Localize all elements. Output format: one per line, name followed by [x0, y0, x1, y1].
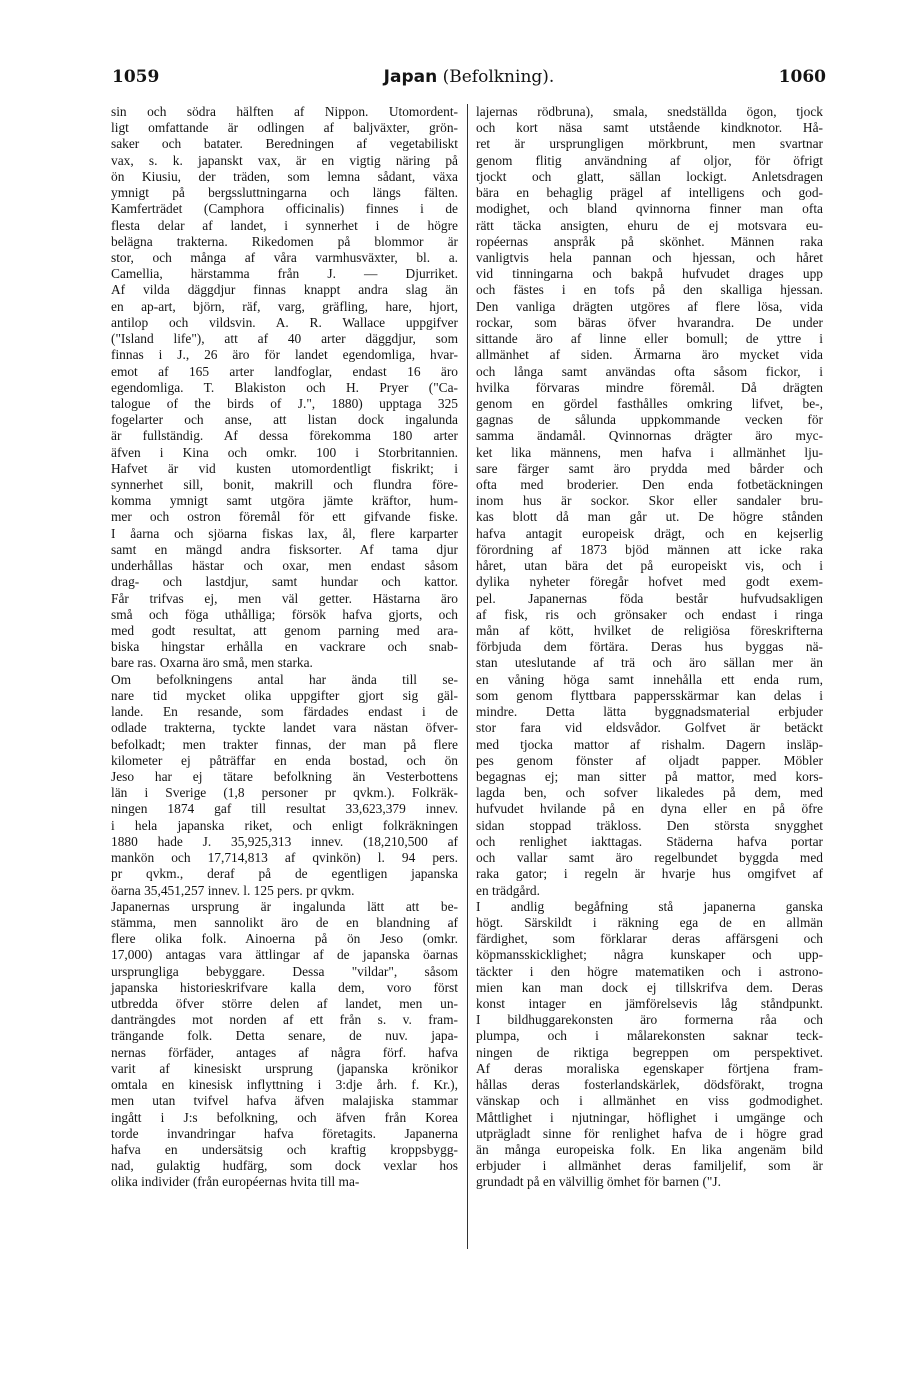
text-line: Jeso har ej tätare befolkning än Vesterbottens: [111, 768, 458, 784]
text-line: Får trifvas ej, men väl getter. Hästarna äro: [111, 590, 458, 606]
text-line: vax, s. k. japanskt vax, är en vigtig näring på: [111, 152, 458, 168]
text-line: mån af kött, hvilket de religiösa föreskrifterna: [476, 623, 823, 638]
text-line: än många europeiska folk. En lika angenäm bild: [476, 1142, 823, 1157]
text-line: och långa samt användas ofta såsom fickor, i: [476, 363, 823, 379]
text-line: och renlighet iakttagas. Städerna hafva portar: [476, 833, 823, 849]
text-line: stan uteslutande af trä och äro sällan mer än: [476, 655, 823, 671]
text-line: mankön och 17,714,813 af qvinkön) l. 94 pers.: [111, 850, 458, 866]
text-line: kilometer ej påträffar en enda bostad, och ön: [111, 752, 458, 768]
text-line: utprägladt sinne för renlighet hafva de i högre grad: [476, 1125, 823, 1141]
text-line: lajernas rödbruna), smala, snedställda ögon, tjock: [476, 104, 823, 119]
text-line: en våning höga samt innehålla ett enda rum,: [476, 671, 823, 687]
text-line: stor, och många af våra varmhusväxter, bl. a.: [111, 249, 458, 265]
text-line: genom en gördel fasthålles omkring lifvet, be-,: [476, 395, 823, 411]
text-line: stämma, men sannolikt äro de en blandning af: [111, 914, 458, 930]
text-line: mindre. Detta lätta byggnadsmaterial erbjuder: [476, 704, 823, 720]
text-line: I andlig begåfning stå japanerna ganska: [476, 898, 823, 914]
running-title-main: Japan: [383, 67, 438, 87]
running-title: [112, 66, 826, 88]
text-line: nare tid mycket olika uppgifter gjort sig gäl-: [111, 687, 458, 703]
text-line: vänskap och i allmänhet en viss godmodighet.: [476, 1093, 823, 1109]
text-line: biska hingstar erhålla en vackrare och snab-: [111, 639, 458, 655]
text-line: pel. Japanernas föda består hufvudsakligen: [476, 590, 823, 606]
text-line: och fästes i en tofs på den skalliga hjessan.: [476, 282, 823, 298]
text-line: Den vanliga drägten utgöres af flere lösa, vida: [476, 298, 823, 314]
text-line: med tjocka mattor af rishalm. Dagern insläp-: [476, 736, 823, 752]
text-line: med godt resultat, att genom parning med ara-: [111, 623, 458, 638]
text-line: mien kan man dock ej tillskrifva dem. Deras: [476, 979, 823, 995]
page-number-left: 1059: [112, 67, 160, 87]
text-line: flesta delar af landet, i synnerhet i de högre: [111, 217, 458, 233]
text-line: konst intager en jämförelsevis låg ståndpunkt.: [476, 996, 823, 1012]
text-line: ymnigt på bergssluttningarna och längs fälten.: [111, 185, 458, 201]
text-line: trängande folk. Detta senare, de nuv. japa-: [111, 1028, 458, 1044]
text-line: ningen 1874 gaf till resultat 33,623,379 innev.: [111, 801, 458, 817]
text-line: ningen de riktiga begreppen om perspektivet.: [476, 1044, 823, 1060]
page-header: [112, 66, 826, 88]
text-line: grundadt på en välvillig ömhet för barnen ("J.: [476, 1174, 721, 1190]
text-line: Af vilda däggdjur finnas knappt andra slag än: [111, 282, 458, 298]
text-line: hufvudet hvilande på en dyna eller en på öfre: [476, 801, 823, 817]
text-line: gagnas de sålunda uppkommande vecken för: [476, 412, 823, 428]
text-line: öarna 35,451,257 innev. l. 125 pers. pr qvkm.: [111, 882, 355, 898]
text-line: som genom flyttbara pappersskärmar kan delas i: [476, 687, 823, 703]
text-line: antilop och vildsvin. A. R. Wallace uppgifver: [111, 314, 458, 330]
text-line: förordning af 1873 bjöd männen att icke raka: [476, 541, 823, 557]
text-line: varit af kinesiskt ursprung (japanska krönikor: [111, 1060, 458, 1076]
text-line: utbredda öfver större delen af landet, men un-: [111, 996, 458, 1012]
text-line: kas blott då man går ut. De högre stånden: [476, 509, 823, 525]
text-line: ön Kiusiu, der träden, som lemna sådant, växa: [111, 168, 458, 184]
text-line: samma ändamål. Qvinnornas drägter äro myc-: [476, 428, 823, 444]
text-line: inom hus är sockor. Skor eller sandaler bru-: [476, 493, 823, 509]
text-line: egendomliga. T. Blakiston och H. Pryer ("Ca-: [111, 379, 458, 395]
text-line: samt en mängd andra fisksorter. Af tama djur: [111, 541, 458, 557]
text-line: I bildhuggarekonsten äro formerna råa och: [476, 1012, 823, 1028]
text-line: Japanernas ursprung är ingalunda lätt att be-: [111, 898, 458, 914]
text-line: underhållas hästar och oxar, men endast såsom: [111, 558, 458, 574]
text-line: äfven i Kina och omkr. 100 i Storbritannien.: [111, 444, 458, 460]
text-line: hvilka förvaras mindre föremål. Då drägten: [476, 379, 823, 395]
text-line: län i Sverige (1,8 personer pr qvkm.). Folkräk-: [111, 785, 458, 801]
text-column-right: [476, 104, 823, 1191]
text-line: ofta med broderier. Den enda fotbetäckningen: [476, 477, 823, 493]
text-line: plumpa, och i målarekonsten saknar teck-: [476, 1028, 823, 1044]
text-line: japanska historieskrifvare kalla dem, voro först: [111, 979, 458, 995]
text-line: Måttlighet i njutningar, höflighet i umgänge och: [476, 1109, 823, 1125]
text-line: Camellia, härstamma från J. — Djurriket.: [111, 266, 458, 282]
text-line: af fisk, ris och grönsaker och endast i ringa: [476, 606, 823, 622]
text-line: dylika nyheter föregår hofvet med godt exem-: [476, 574, 823, 590]
text-line: ret är ursprungligen mörkbrunt, men svartnar: [476, 136, 823, 152]
text-line: bära en behaglig prägel af intelligens och god-: [476, 185, 823, 201]
text-line: odlade trakterna, tyckte landet vara nästan öfver-: [111, 720, 458, 736]
text-line: komma ymnigt samt utgöra jämte kräftor, hum-: [111, 493, 458, 509]
text-line: och kort näsa samt utstående kindknotor. Hå-: [476, 120, 823, 136]
column-divider: [467, 104, 468, 1249]
text-line: köpmansskicklighet; några kunskaper och upp-: [476, 947, 823, 963]
text-line: sin och södra hälften af Nippon. Utomordent-: [111, 104, 458, 119]
text-line: högt. Särskildt i räkning ega de en allmän: [476, 914, 823, 930]
text-line: täckter i den högre matematiken och i astrono-: [476, 963, 823, 979]
text-line: fogelarter och anse, att listan dock ingalunda: [111, 412, 458, 428]
text-line: 1880 hade J. 35,925,313 innev. (18,210,500 af: [111, 833, 458, 849]
text-line: tjockt och glatt, sällan lockigt. Anletsdragen: [476, 168, 823, 184]
text-line: allmänhet af siden. Ärmarna äro mycket vida: [476, 347, 823, 363]
text-line: Kamferträdet (Camphora officinalis) finnes i de: [111, 201, 458, 217]
text-line: synnerhet sill, bonit, makrill och flundra före-: [111, 477, 458, 493]
text-line: 17,000) antagas vara ättlingar af de japanska öarnas: [111, 947, 458, 963]
page-number-right: 1060: [778, 67, 826, 87]
text-line: torde invandringar hafva företagits. Japanerna: [111, 1125, 458, 1141]
text-line: olika individer (från européernas hvita till ma-: [111, 1174, 360, 1190]
text-column-left: [111, 104, 458, 1191]
text-line: nad, gulaktig hudfärg, som dock vexlar hos: [111, 1158, 458, 1174]
text-line: Hafvet är vid kusten utomordentligt fiskrikt; i: [111, 460, 458, 476]
text-line: emot af 165 arter landfoglar, endast 16 äro: [111, 363, 458, 379]
text-line: talogue of the birds of J.", 1880) upptaga 325: [111, 395, 458, 411]
text-line: ("Island life"), att af 40 arter däggdjur, som: [111, 331, 458, 347]
text-line: hållas deras fosterlandskärlek, dödsförakt, trogna: [476, 1077, 823, 1093]
text-line: pes genom fönster af oljadt papper. Möbler: [476, 752, 823, 768]
text-line: ursprungliga bebyggare. Dessa "vildar", såsom: [111, 963, 458, 979]
text-line: danträngdes mot norden af ett från s. v. fram-: [111, 1012, 458, 1028]
text-line: ket lika männens, men hafva i allmänhet lju-: [476, 444, 823, 460]
running-title-sub: (Befolkning).: [442, 67, 555, 87]
text-line: saker och batater. Beredningen af vegetabiliskt: [111, 136, 458, 152]
text-line: är fullständig. Af dessa förekomma 180 arter: [111, 428, 458, 444]
text-line: finnas i J., 26 äro för landet egendomliga, hvar-: [111, 347, 458, 363]
text-line: förbjuda dem förtära. Deras hus byggas nä-: [476, 639, 823, 655]
text-line: ingått i J:s befolkning, och äfven från Korea: [111, 1109, 458, 1125]
text-line: sare färger samt äro prydda med bårder och: [476, 460, 823, 476]
text-line: ropéernas anspråk på skönhet. Männen raka: [476, 233, 823, 249]
text-line: ligt omfattande är odlingen af baljväxter, grön-: [111, 120, 458, 136]
text-line: hafva antagit europeisk drägt, och en kejserlig: [476, 525, 823, 541]
text-line: Af deras moraliska egenskaper förtjena fram-: [476, 1060, 823, 1076]
text-line: flere olika folk. Ainoerna på ön Jeso (omkr.: [111, 931, 458, 947]
text-line: stor fara vid eldsvådor. Golfvet är betäckt: [476, 720, 823, 736]
text-line: genom flitig användning af oljor, för öfrigt: [476, 152, 823, 168]
text-line: mer och ostron föremål för ett gifvande fiske.: [111, 509, 458, 525]
text-line: lagda ben, och sofver likaledes på dem, med: [476, 785, 823, 801]
text-line: en ap-art, björn, räf, varg, gräfling, hare, hjort,: [111, 298, 458, 314]
text-line: befolkadt; men trakter finnas, der man på flere: [111, 736, 458, 752]
text-line: lande. En resande, som färdades endast i de: [111, 704, 458, 720]
text-line: belägna trakterna. Rikedomen på blommor är: [111, 233, 458, 249]
text-line: håret, utan bära det på europeiskt vis, och i: [476, 558, 823, 574]
text-line: sittande äro af linne eller bomull; de yttre i: [476, 331, 823, 347]
text-line: vid tinningarna och bakpå hufvudet drages upp: [476, 266, 823, 282]
text-line: men utan tvifvel hafva äfven malajiska stammar: [111, 1093, 458, 1109]
text-line: erbjuder i allmänhet deras familjelif, som är: [476, 1158, 823, 1174]
text-line: drag- och lastdjur, samt hundar och kattor.: [111, 574, 458, 590]
text-line: Om befolkningens antal har ända till se-: [111, 671, 458, 687]
text-line: pr qvkm., deraf på de egentligen japanska: [111, 866, 458, 882]
text-line: och vallar samt äro regelbundet byggda med: [476, 850, 823, 866]
text-line: sidan stoppad träkloss. Den största snygghet: [476, 817, 823, 833]
text-line: hafva en undersätsig och kraftig kroppsbygg-: [111, 1142, 458, 1157]
text-line: färdighet, som förklarar deras affärsgeni och: [476, 931, 823, 947]
text-line: begagnas ej; man sitter på mattor, med kors-: [476, 768, 823, 784]
text-line: bare ras. Oxarna äro små, men starka.: [111, 655, 313, 671]
text-line: små och föga uthålliga; försök hafva gjorts, och: [111, 606, 458, 622]
text-line: modighet, och bland qvinnorna finner man ofta: [476, 201, 823, 217]
text-line: I åarna och sjöarna fiskas lax, ål, flere karparter: [111, 525, 458, 541]
text-line: vanligtvis hela pannan och hjessan, och håret: [476, 249, 823, 265]
text-line: raka gator; i regeln är hvarje hus omgifvet af: [476, 866, 823, 882]
text-line: rätt täcka ansigten, ehuru de ej motsvara eu-: [476, 217, 823, 233]
text-line: rockar, som bäras öfver hvarandra. De under: [476, 314, 823, 330]
text-line: en trädgård.: [476, 882, 540, 898]
text-line: nernas förfäder, antages af några förf. hafva: [111, 1044, 458, 1060]
text-line: omtala en kinesisk inflyttning i 3:dje årh. f. Kr.),: [111, 1077, 458, 1093]
text-line: i hela japanska riket, och enligt folkräkningen: [111, 817, 458, 833]
